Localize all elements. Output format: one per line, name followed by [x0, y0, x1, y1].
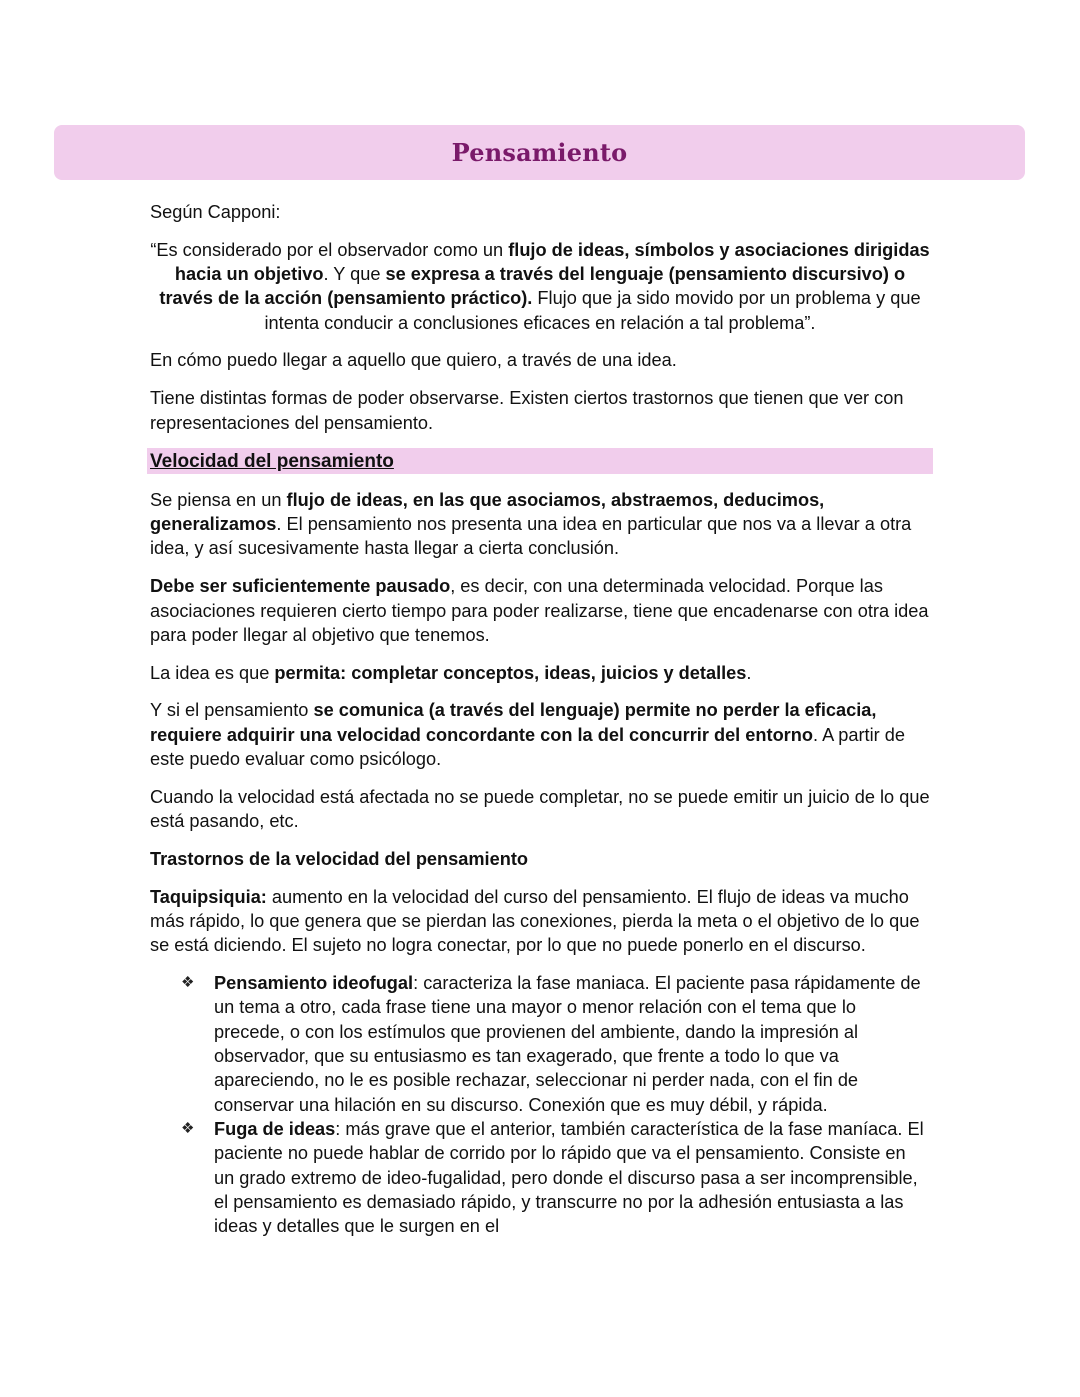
- document-body: [150, 200, 930, 1238]
- intro-paragraph-2: Tiene distintas formas de poder observarse. Existen ciertos trastornos que tienen que ver con representaciones del pensamiento.: [150, 388, 904, 433]
- section-paragraph-2: [150, 574, 930, 647]
- list-item-text: [214, 973, 921, 1114]
- list-item-text: [214, 1119, 924, 1236]
- intro-label: Según Capponi:: [150, 202, 281, 222]
- intro-paragraph-1: En cómo puedo llegar a aquello que quiero, a través de una idea.: [150, 350, 677, 371]
- section-paragraph-3: [150, 661, 930, 685]
- bold-text: permita: completar conceptos, ideas, juicios y detalles: [274, 662, 747, 683]
- text-run: : caracteriza la fase maniaca. El paciente pasa rápidamente de un tema a otro, cada frase tiene una mayor o menor relación con el tema que lo precede, o con los estímulos que provienen del ambiente, dando la impresión al observador, que su entusiasmo es tan exagerado, que frente a todo lo que va apareciendo, no le es posible rechazar, seleccionar ni perder nada, con el fin de conservar una hilación en su discurso. Conexión que es muy débil, y rápida.: [214, 973, 921, 1115]
- bold-text: se expresa a través del lenguaje (pensamiento discursivo) o través de la acción (pensamiento práctico).: [159, 264, 906, 309]
- text-run: La idea es que: [150, 662, 275, 683]
- subheading-trastornos: Trastornos de la velocidad del pensamiento: [150, 848, 529, 869]
- text-run: Cuando la velocidad está afectada no se puede completar, no se puede emitir un juicio de lo que está pasando, etc.: [150, 786, 930, 832]
- text-run: Se piensa en un: [150, 489, 287, 510]
- taquipsiquia-paragraph: [150, 885, 930, 958]
- text-run: . A partir de este puedo evaluar como psicólogo.: [150, 724, 905, 770]
- text-run: .: [746, 662, 752, 683]
- bold-text: Pensamiento ideofugal: [214, 973, 414, 994]
- section-paragraph-5: [150, 785, 930, 834]
- section-heading: Velocidad del pensamiento: [150, 451, 394, 473]
- bold-text: Fuga de ideas: [214, 1118, 336, 1139]
- list-item-ideofugal: [181, 971, 930, 1117]
- text-run: , es decir, con una determinada velocidad. Porque las asociaciones requieren cierto tiempo para poder realizarse, tiene que encadenarse con otra idea para poder llegar al objetivo que tenemos.: [150, 576, 929, 645]
- title-banner: [54, 125, 1025, 180]
- diamond-bullet-icon: ❖: [181, 1119, 195, 1137]
- text-run: aumento en la velocidad del curso del pensamiento. El flujo de ideas va mucho más rápido, lo que genera que se pierdan las conexiones, pierda la meta o el objetivo de lo que se está diciendo. El sujeto no logra conectar, por lo que no puede ponerlo en el discurso.: [150, 886, 920, 956]
- text-run: . El pensamiento nos presenta una idea en particular que nos va a llevar a otra idea, y así sucesivamente hasta llegar a cierta conclusión.: [150, 514, 912, 559]
- diamond-bullet-icon: ❖: [181, 974, 195, 992]
- page-title: Pensamiento: [451, 138, 628, 167]
- bold-text: Debe ser suficientemente pausado: [150, 576, 451, 597]
- text-run: Flujo que ja sido movido por un problema y que intenta conducir a conclusiones eficaces en relación a tal problema”.: [264, 288, 921, 333]
- section-paragraph-4: [150, 698, 930, 771]
- bold-text: Taquipsiquia:: [150, 886, 267, 907]
- section-heading-band: [147, 448, 933, 474]
- capponi-quote: [150, 238, 930, 335]
- text-run: . Y que: [323, 264, 386, 285]
- bullet-list: [150, 971, 930, 1238]
- section-paragraph-1: [150, 488, 930, 561]
- bold-text: se comunica (a través del lenguaje) permite no perder la eficacia, requiere adquirir una velocidad concordante con la del concurrir del entorno: [150, 700, 877, 745]
- text-run: “Es considerado por el observador como un: [150, 239, 509, 260]
- list-item-fuga-de-ideas: [181, 1117, 930, 1238]
- bold-text: flujo de ideas, en las que asociamos, abstraemos, deducimos, generalizamos: [150, 489, 825, 535]
- bold-text: flujo de ideas, símbolos y asociaciones dirigidas hacia un objetivo: [174, 239, 930, 285]
- text-run: : más grave que el anterior, también característica de la fase maníaca. El paciente no puede hablar de corrido por lo rápido que va el pensamiento. Consiste en un grado extremo de ideo-fugalidad, pero donde el discurso pasa a ser incomprensible, el pensamiento es demasiado rápido, y transcurre no por la adhesión entusiasta a las ideas y detalles que le surgen en el: [214, 1118, 924, 1237]
- text-run: Y si el pensamiento: [150, 700, 314, 721]
